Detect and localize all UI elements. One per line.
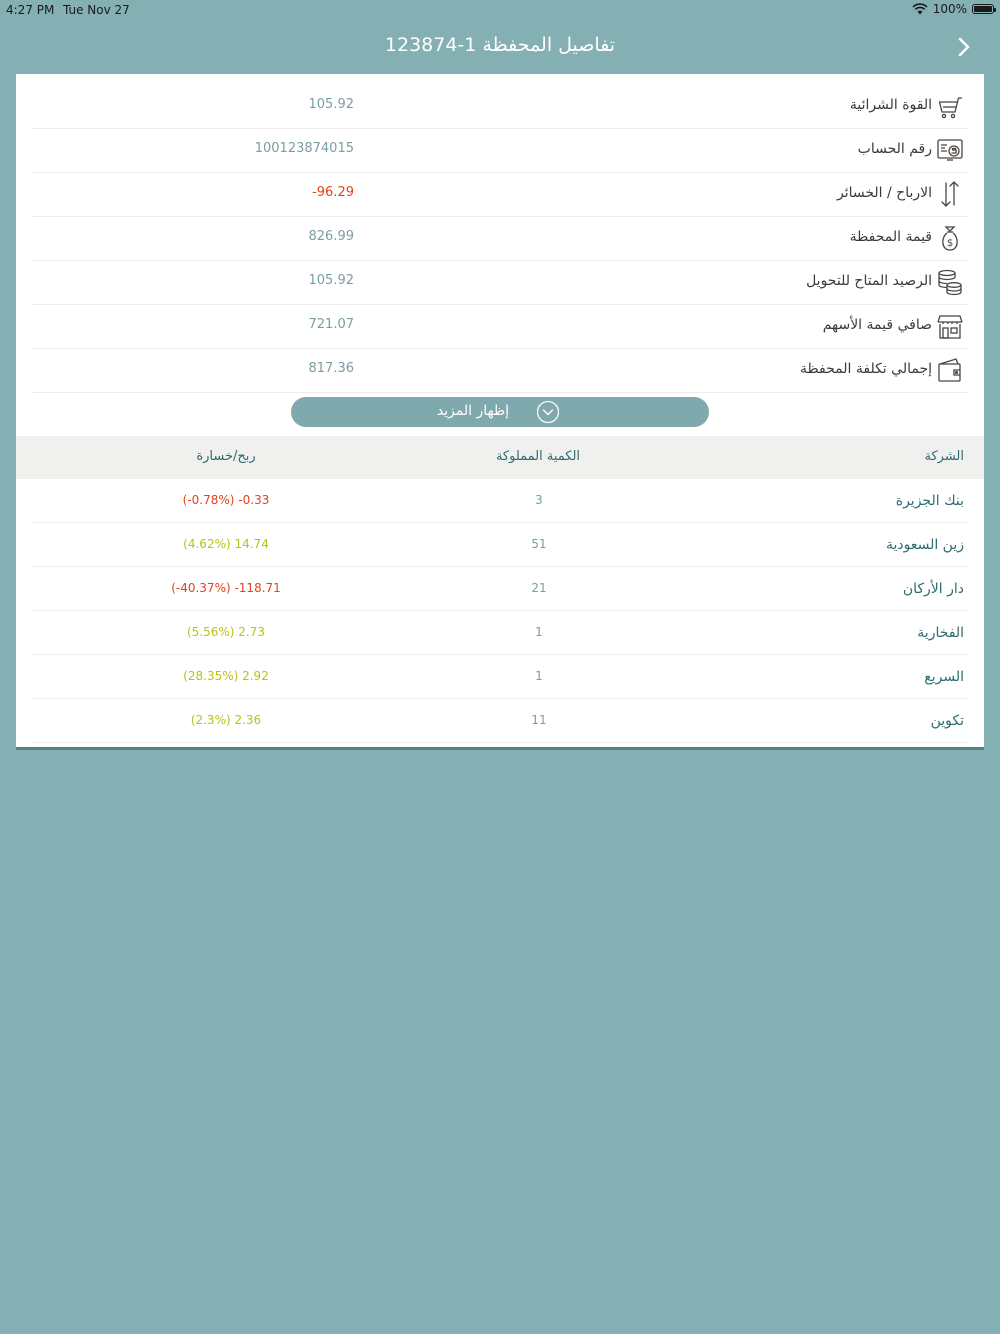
holdings-table-header <box>16 436 984 479</box>
profit-loss-value: (-40.37%) -118.71 <box>171 581 281 595</box>
owned-quantity: 1 <box>535 669 543 683</box>
company-name: تكوين <box>930 713 964 729</box>
column-header-company: الشركة <box>924 449 964 464</box>
info-row-net-stock-value <box>32 305 968 349</box>
arrows-updown-icon <box>936 180 964 208</box>
owned-quantity: 3 <box>535 493 543 507</box>
table-row[interactable] <box>32 655 968 699</box>
battery-percent: 100% <box>932 2 967 16</box>
info-label: صافي قيمة الأسهم <box>822 317 932 333</box>
info-label: القوة الشرائية <box>849 97 932 113</box>
holdings-table <box>16 479 984 743</box>
company-name: السريع <box>924 669 964 685</box>
status-indicators <box>912 2 994 16</box>
status-bar <box>0 0 1000 20</box>
id-card-icon <box>936 136 964 164</box>
profit-loss-value: (2.3%) 2.36 <box>190 713 262 727</box>
battery-icon <box>972 4 994 14</box>
owned-quantity: 1 <box>535 625 543 639</box>
info-label: الارباح / الخسائر <box>836 185 932 201</box>
info-label: إجمالي تكلفة المحفظة <box>800 361 932 377</box>
info-row-available-balance <box>32 261 968 305</box>
info-value: 721.07 <box>308 317 354 332</box>
info-list <box>16 85 984 393</box>
info-label: رقم الحساب <box>857 141 932 157</box>
status-time: 4:27 PM <box>6 3 55 17</box>
chevron-down-circle-icon <box>536 400 560 424</box>
column-header-quantity: الكمية المملوكة <box>495 449 581 464</box>
coins-stack-icon <box>936 268 964 296</box>
info-value: 105.92 <box>308 97 354 112</box>
info-row-total-cost <box>32 349 968 393</box>
wallet-icon <box>936 356 964 384</box>
company-name: دار الأركان <box>902 581 964 597</box>
info-value: 817.36 <box>308 361 354 376</box>
info-value: -96.29 <box>312 185 354 200</box>
chevron-right-icon <box>954 34 976 60</box>
table-row[interactable] <box>32 611 968 655</box>
portfolio-card <box>16 74 984 750</box>
wifi-icon <box>912 3 928 15</box>
info-row-profit-loss <box>32 173 968 217</box>
company-name: بنك الجزيرة <box>895 493 964 509</box>
table-row[interactable] <box>32 479 968 523</box>
table-row[interactable] <box>32 567 968 611</box>
show-more-button[interactable] <box>291 397 709 427</box>
company-name: زين السعودية <box>885 537 964 553</box>
info-value: 105.92 <box>308 273 354 288</box>
back-button[interactable] <box>954 34 976 60</box>
store-icon <box>936 312 964 340</box>
status-date: Tue Nov 27 <box>63 3 130 17</box>
owned-quantity: 11 <box>531 713 547 727</box>
page-title: تفاصيل المحفظة 1-123874 <box>384 34 616 56</box>
money-bag-icon <box>936 224 964 252</box>
table-row[interactable] <box>32 699 968 743</box>
table-row[interactable] <box>32 523 968 567</box>
profit-loss-value: (-0.78%) -0.33 <box>182 493 270 507</box>
info-label: قيمة المحفظة <box>849 229 932 245</box>
cart-icon <box>936 92 964 120</box>
column-header-profit-loss: ربح/خسارة <box>196 449 256 464</box>
profit-loss-value: (5.56%) 2.73 <box>186 625 266 639</box>
info-value: 826.99 <box>308 229 354 244</box>
company-name: الفخارية <box>917 625 964 641</box>
info-row-account-number <box>32 129 968 173</box>
profit-loss-value: (4.62%) 14.74 <box>183 537 269 551</box>
show-more-label: إظهار المزيد <box>436 403 509 419</box>
svg-text:$: $ <box>946 238 954 249</box>
info-value: 100123874015 <box>254 141 354 156</box>
info-row-portfolio-value <box>32 217 968 261</box>
owned-quantity: 21 <box>531 581 547 595</box>
info-row-purchasing-power <box>32 85 968 129</box>
owned-quantity: 51 <box>531 537 547 551</box>
profit-loss-value: (28.35%) 2.92 <box>183 669 269 683</box>
info-label: الرصيد المتاح للتحويل <box>806 273 932 289</box>
